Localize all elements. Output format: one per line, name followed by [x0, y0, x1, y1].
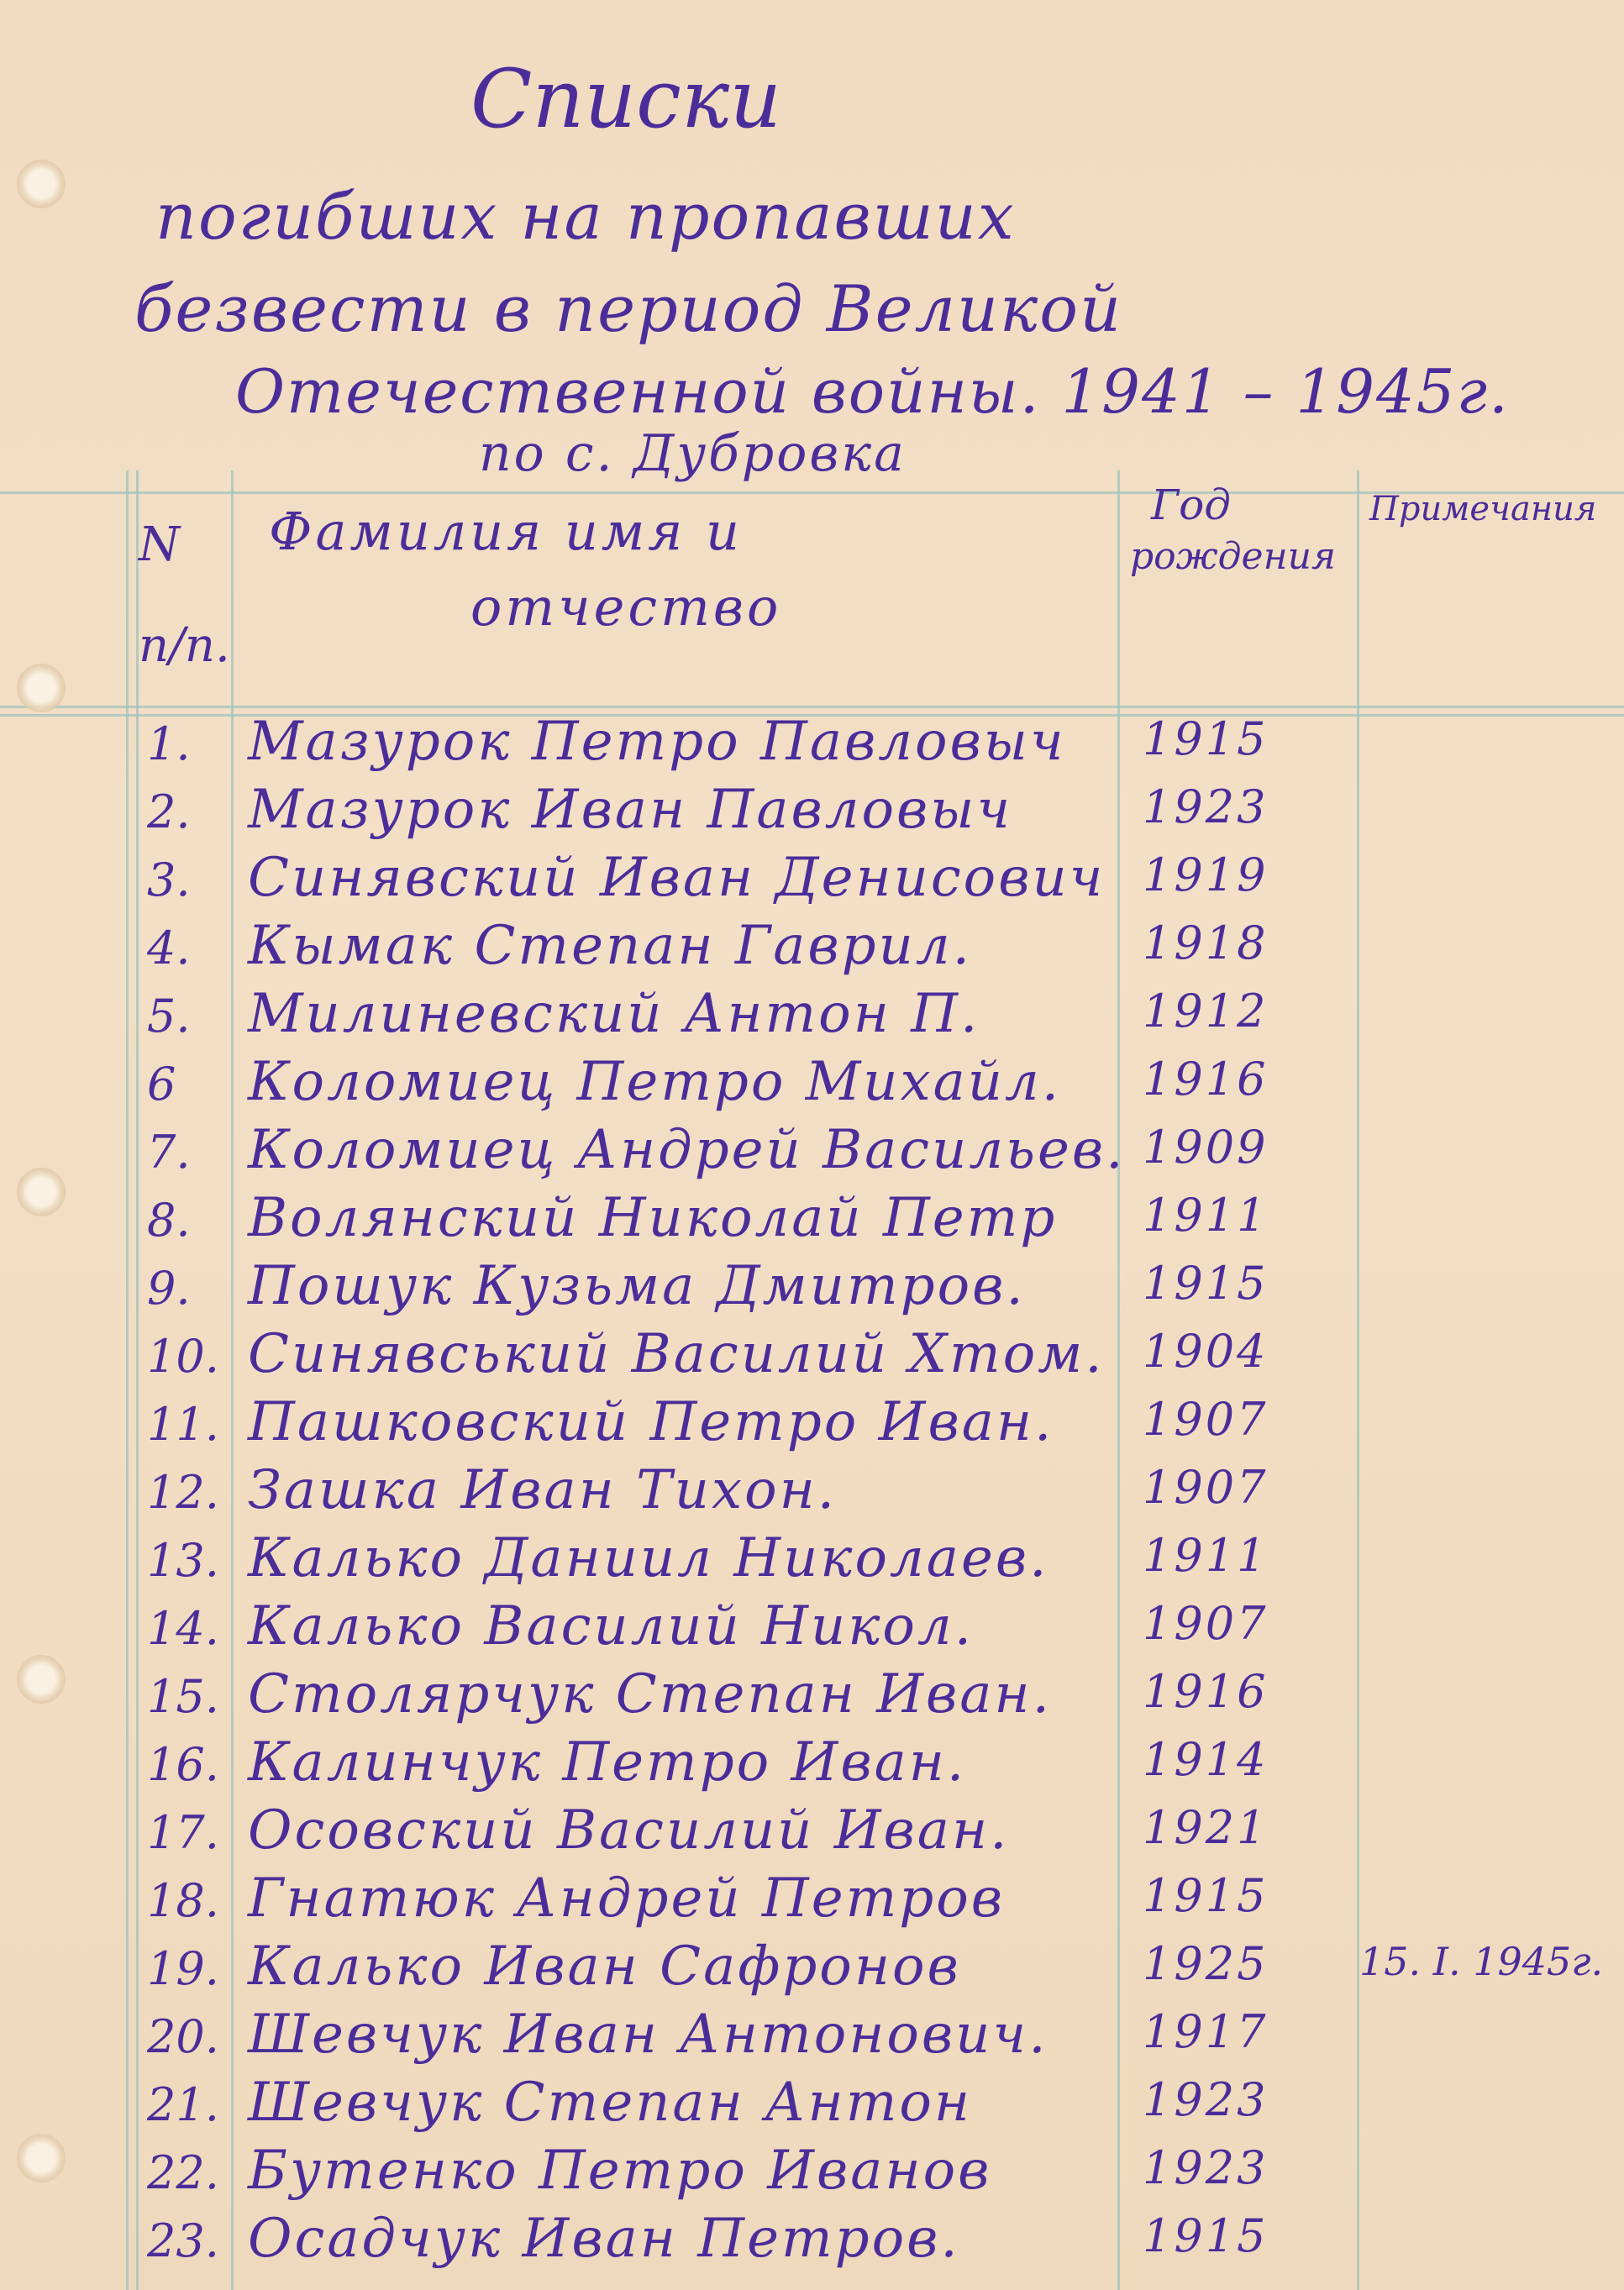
row-name: Калько Василий Никол.: [248, 1595, 975, 1657]
row-name: Коломиец Петро Михайл.: [248, 1051, 1062, 1113]
table-row: [0, 1250, 1624, 1317]
table-row: [0, 842, 1624, 909]
row-number: 18.: [147, 1874, 219, 1927]
table-row: [0, 1318, 1624, 1385]
row-name: Осадчук Иван Петров.: [248, 2208, 960, 2270]
row-number: 19.: [147, 1942, 219, 1995]
row-name: Пашковский Петро Иван.: [248, 1391, 1054, 1453]
row-year: 1915: [1143, 2209, 1269, 2262]
header-number: п/п.: [139, 618, 230, 673]
table-row: [0, 774, 1624, 841]
title-line: Отечественной войны. 1941 – 1945г.: [235, 356, 1510, 427]
row-name: Синявський Василий Хтом.: [248, 1323, 1105, 1385]
row-year: 1904: [1143, 1325, 1269, 1378]
row-number: 17.: [147, 1806, 219, 1859]
row-name: Калинчук Петро Иван.: [248, 1731, 967, 1794]
table-row: [0, 706, 1624, 773]
row-name: Пошук Кузьма Дмитров.: [248, 1255, 1026, 1317]
row-name: Зашка Иван Тихон.: [248, 1459, 838, 1521]
row-name: Калько Иван Сафронов: [248, 1935, 961, 1998]
row-name: Мазурок Иван Павловыч: [248, 779, 1013, 841]
row-number: 20.: [147, 2010, 219, 2063]
row-name: Кымак Степан Гаврил.: [248, 915, 972, 977]
row-year: 1923: [1143, 780, 1269, 833]
row-number: 7.: [147, 1126, 191, 1179]
table-row: [0, 1522, 1624, 1589]
header-name: отчество: [470, 576, 782, 638]
row-number: 21.: [147, 2078, 219, 2131]
row-year: 1907: [1143, 1461, 1269, 1514]
title-line: по с. Дубровка: [479, 424, 907, 483]
row-number: 12.: [147, 1466, 219, 1519]
row-name: Шевчук Иван Антонович.: [248, 2004, 1049, 2066]
row-name: Синявский Иван Денисович: [248, 847, 1106, 909]
row-number: 4.: [147, 922, 191, 974]
row-year: 1911: [1143, 1529, 1269, 1582]
table-row: [0, 910, 1624, 977]
row-year: 1918: [1143, 917, 1269, 969]
row-number: 15.: [147, 1670, 219, 1723]
row-number: 3.: [147, 853, 191, 906]
punch-hole: [17, 160, 66, 208]
row-year: 1907: [1143, 1597, 1269, 1650]
row-year: 1919: [1143, 848, 1269, 901]
row-year: 1909: [1143, 1121, 1269, 1174]
row-number: 14.: [147, 1602, 219, 1655]
table-row: [0, 1114, 1624, 1181]
table-row: [0, 2135, 1624, 2202]
row-year: 1912: [1143, 985, 1269, 1037]
header-year: рождения: [1130, 535, 1337, 578]
table-row: [0, 1726, 1624, 1794]
row-name: Милиневский Антон П.: [248, 983, 980, 1045]
row-name: Бутенко Петро Иванов: [248, 2140, 992, 2202]
document-title: Списки: [470, 52, 782, 146]
title-line: погибших на пропавших: [155, 179, 1016, 254]
row-year: 1917: [1143, 2005, 1269, 2058]
row-name: Коломиец Андрей Васильев.: [248, 1119, 1126, 1181]
row-name: Мазурок Петро Павловыч: [248, 711, 1066, 773]
row-number: 5.: [147, 990, 191, 1043]
row-number: 10.: [147, 1330, 219, 1383]
row-year: 1915: [1143, 712, 1269, 765]
header-note: Примечания: [1369, 490, 1597, 528]
table-row: [0, 1998, 1624, 2066]
table-row: [0, 1182, 1624, 1249]
row-number: 2.: [147, 785, 191, 838]
row-name: Столярчук Степан Иван.: [248, 1663, 1052, 1725]
table-row: [0, 1658, 1624, 1725]
table-row: [0, 1590, 1624, 1657]
row-number: 9.: [147, 1262, 191, 1315]
row-year: 1911: [1143, 1189, 1269, 1242]
row-number: 13.: [147, 1534, 219, 1587]
row-number: 1.: [147, 717, 191, 770]
row-year: 1916: [1143, 1665, 1269, 1718]
header-year: Год: [1151, 481, 1231, 529]
row-number: 22.: [147, 2146, 219, 2199]
row-year: 1923: [1143, 2141, 1269, 2194]
row-number: 16.: [147, 1738, 219, 1791]
header-number: N: [139, 517, 180, 572]
row-number: 11.: [147, 1398, 219, 1451]
table-row: [0, 1794, 1624, 1862]
table-row: [0, 2203, 1624, 2270]
table-row: [0, 978, 1624, 1045]
row-number: 8.: [147, 1194, 191, 1247]
row-name: Осовский Василий Иван.: [248, 1799, 1010, 1862]
table-row: [0, 2067, 1624, 2134]
row-name: Шевчук Степан Антон: [248, 2072, 973, 2134]
row-number: 23.: [147, 2214, 219, 2267]
table-row: [0, 1454, 1624, 1521]
table-row: [0, 1046, 1624, 1113]
table-row: [0, 1862, 1624, 1930]
row-name: Волянский Николай Петр: [248, 1187, 1058, 1249]
row-year: 1915: [1143, 1869, 1269, 1922]
row-year: 1915: [1143, 1257, 1269, 1310]
header-name: Фамилия имя и: [269, 501, 743, 562]
row-year: 1916: [1143, 1053, 1269, 1106]
row-year: 1925: [1143, 1937, 1269, 1990]
table-row: [0, 1930, 1624, 1998]
row-year: 1921: [1143, 1801, 1269, 1854]
table-row: [0, 1386, 1624, 1453]
row-name: Гнатюк Андрей Петров: [248, 1867, 1005, 1930]
title-line: безвести в период Великой: [134, 271, 1123, 346]
row-year: 1907: [1143, 1393, 1269, 1446]
row-number: 6: [147, 1058, 176, 1111]
row-year: 1923: [1143, 2073, 1269, 2126]
row-note: 15. I. 1945г.: [1359, 1939, 1604, 1984]
row-name: Калько Даниил Николаев.: [248, 1527, 1049, 1589]
row-year: 1914: [1143, 1733, 1269, 1786]
